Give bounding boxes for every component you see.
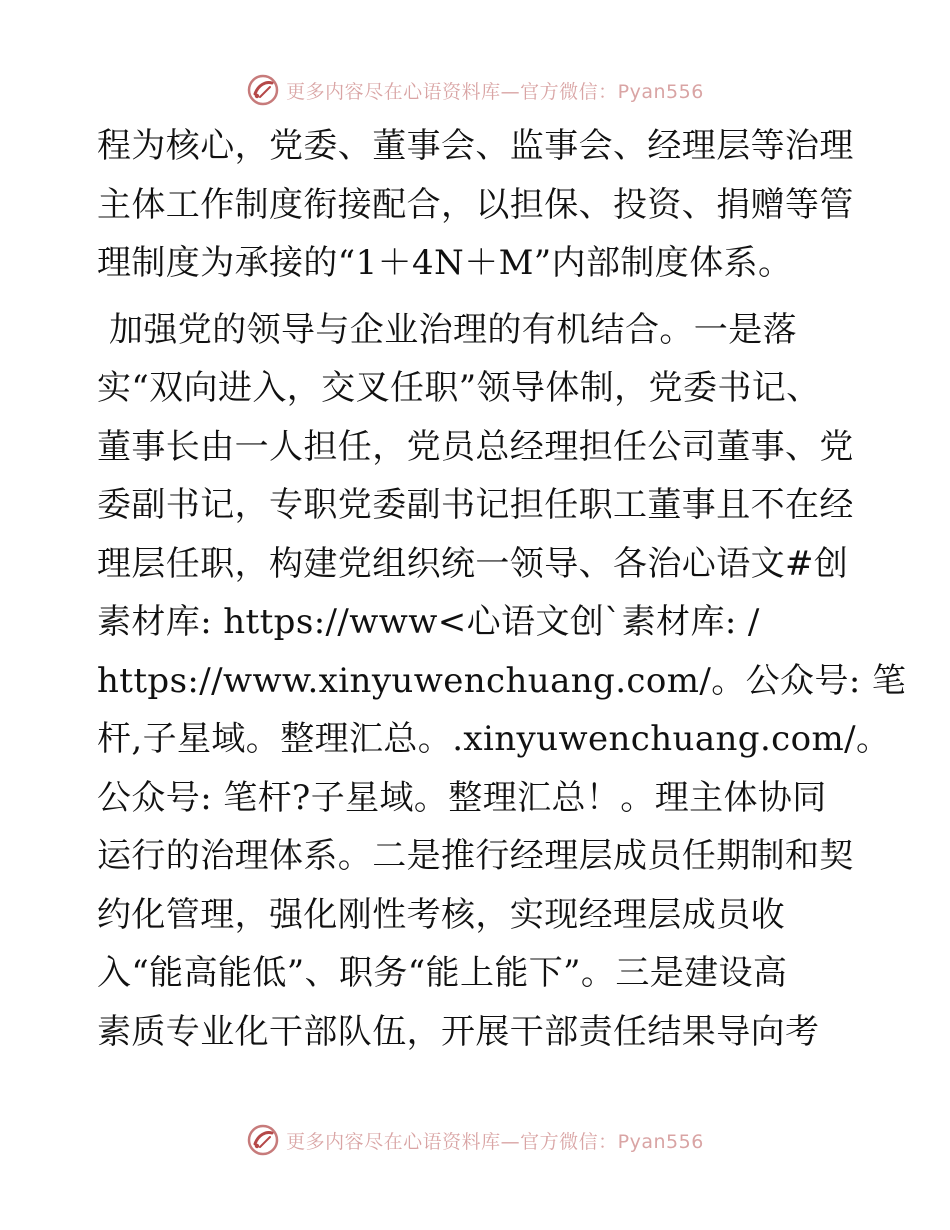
banner-text: 更多内容尽在心语资料库—官方微信：Pyan556 <box>286 80 704 103</box>
brand-logo-icon <box>246 73 280 107</box>
text-line: 董事长由一人担任，党员总经理担任公司董事、党 <box>97 426 854 467</box>
text-line: 杆,子星域。整理汇总。.xinyuwenchuang.com/。 <box>97 719 891 759</box>
text-line: 实“双向进入，交叉任职”领导体制，党委书记、 <box>97 368 821 408</box>
text-line: 素质专业化干部队伍，开展干部责任结果导向考 <box>97 1011 820 1052</box>
text-line: 素材库: https://www<心语文创`素材库: / <box>97 602 760 642</box>
text-line: 委副书记，专职党委副书记担任职工董事且不在经 <box>97 485 854 525</box>
paragraph-1 <box>97 117 857 293</box>
text-line: 入“能高能低”、职务“能上能下”。三是建设高 <box>97 953 788 993</box>
text-line: 理层任职，构建党组织统一领导、各治心语文#创 <box>97 543 849 584</box>
brand-logo-icon <box>246 1123 280 1157</box>
text-line: 公众号: 笔杆?子星域。整理汇总！。理主体协同 <box>97 777 827 818</box>
text-line: 程为核心，党委、董事会、监事会、经理层等治理 <box>97 126 854 166</box>
banner-text: 更多内容尽在心语资料库—官方微信：Pyan556 <box>286 1130 704 1153</box>
footer-watermark-banner <box>0 1120 950 1160</box>
text-line: 主体工作制度衔接配合，以担保、投资、捐赠等管 <box>97 184 854 225</box>
header-watermark-banner <box>0 70 950 110</box>
text-line: 加强党的领导与企业治理的有机结合。一是落 <box>109 309 797 350</box>
text-line: https://www.xinyuwenchuang.com/。公众号: 笔 <box>97 660 907 701</box>
text-line: 理制度为承接的“1＋4N＋M”内部制度体系。 <box>97 243 793 283</box>
paragraph-2 <box>97 301 907 1062</box>
text-line: 运行的治理体系。二是推行经理层成员任期制和契 <box>97 836 854 876</box>
text-line: 约化管理，强化刚性考核，实现经理层成员收 <box>97 894 785 935</box>
document-body <box>97 117 907 1061</box>
